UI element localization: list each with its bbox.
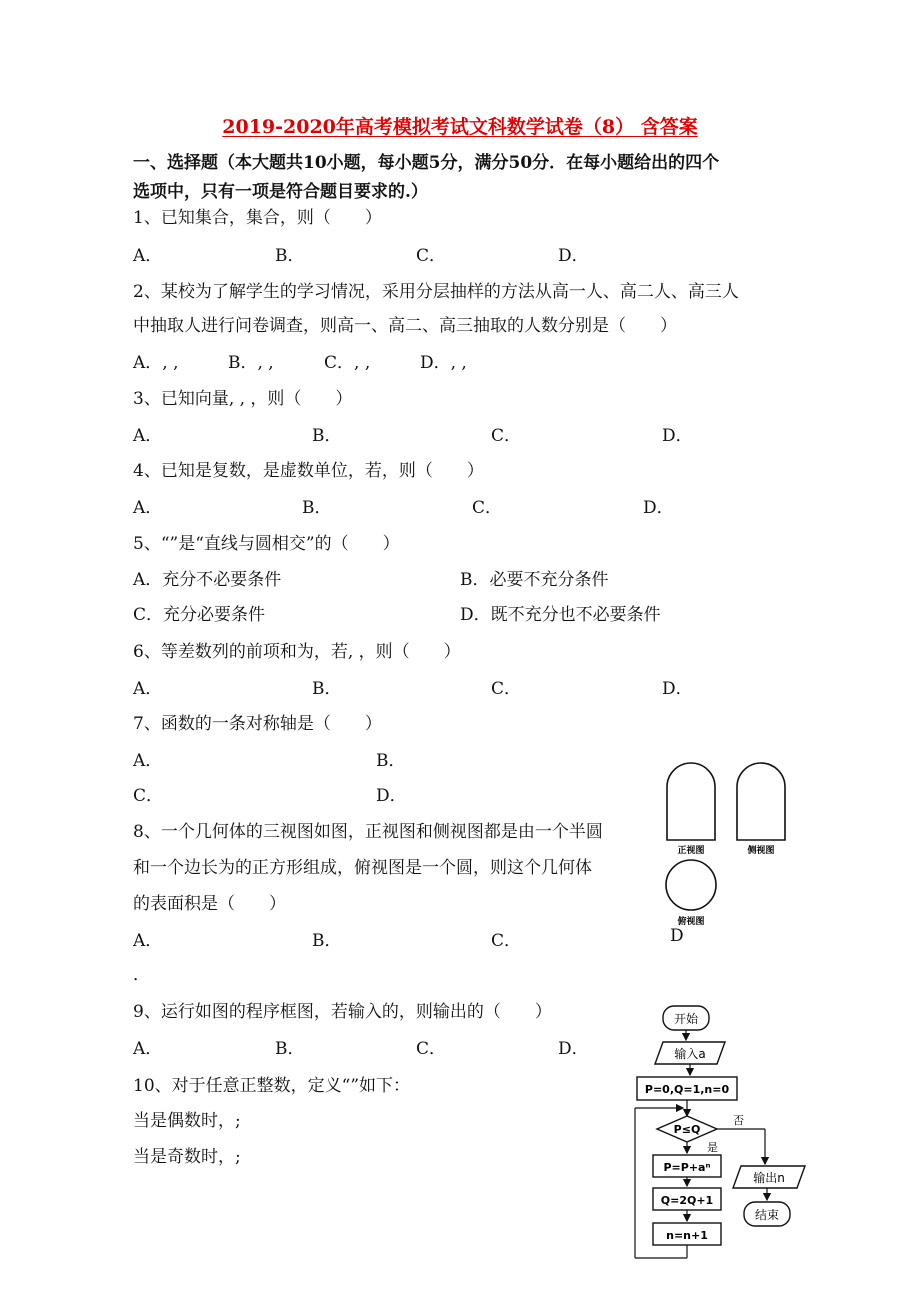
q4-option-c: C． — [472, 498, 503, 518]
flow-output-label: 输出n — [753, 1171, 785, 1185]
q4-option-a: A． — [133, 498, 163, 518]
flow-input-label: 输入a — [674, 1047, 706, 1061]
question-2-stem-line2: 中抽取人进行问卷调查，则高一、高二、高三抽取的人数分别是（ ） — [133, 316, 677, 336]
q8-option-a: A． — [133, 931, 163, 951]
section-heading-line1: 一、选择题（本大题共10小题，每小题5分，满分50分．在每小题给出的四个 — [133, 153, 720, 173]
q6-option-a: A． — [133, 679, 163, 699]
flowchart — [625, 1000, 815, 1265]
q2-option-a: A．, , — [133, 353, 179, 373]
flow-step2-label: Q=2Q+1 — [660, 1194, 714, 1207]
question-5-stem: 5、“”是“直线与圆相交”的（ ） — [133, 534, 400, 554]
q3-option-c: C． — [491, 426, 522, 446]
flow-start-label: 开始 — [673, 1012, 699, 1026]
q9-option-b: B． — [275, 1039, 305, 1059]
q5-option-a: A．充分不必要条件 — [133, 570, 282, 590]
q7-option-b: B． — [376, 751, 406, 771]
flow-yes-label: 是 — [707, 1141, 718, 1154]
q7-option-a: A． — [133, 751, 163, 771]
question-10-stem: 10、对于任意正整数，定义“”如下： — [133, 1076, 411, 1096]
front-view-label: 正视图 — [677, 846, 705, 856]
flow-no-label: 否 — [733, 1114, 744, 1127]
question-3-stem: 3、已知向量, , ，则（ ） — [133, 389, 353, 409]
flow-step1-label: P=P+aⁿ — [663, 1161, 711, 1174]
flow-end-label: 结束 — [754, 1208, 780, 1222]
q2-option-c: C．, , — [324, 353, 371, 373]
question-7-stem: 7、函数的一条对称轴是（ ） — [133, 714, 382, 734]
q6-option-d: D． — [662, 679, 693, 699]
question-1-stem: 1、已知集合，集合，则（ ） — [133, 208, 382, 228]
q5-option-c: C．充分必要条件 — [133, 605, 266, 625]
q6-option-b: B． — [312, 679, 342, 699]
question-8-stem-line3: 的表面积是（ ） — [133, 894, 286, 914]
q4-option-d: D． — [643, 498, 674, 518]
q1-option-c: C． — [416, 246, 447, 266]
flow-step3-label: n=n+1 — [666, 1229, 708, 1242]
three-view-figure — [655, 755, 815, 930]
q8-option-d: D — [670, 926, 684, 946]
q6-option-c: C． — [491, 679, 522, 699]
q3-option-d: D． — [662, 426, 693, 446]
q7-option-c: C． — [133, 786, 164, 806]
q9-option-c: C． — [416, 1039, 447, 1059]
page-title: 2019-2020年高考模拟考试文科数学试卷（8） 含答案 — [222, 116, 698, 138]
question-6-stem: 6、等差数列的前项和为，若, ，则（ ） — [133, 642, 461, 662]
flow-decision-label: P≤Q — [673, 1123, 701, 1136]
q8-option-c: C． — [491, 931, 522, 951]
q3-option-b: B． — [312, 426, 342, 446]
q1-option-a: A． — [133, 246, 163, 266]
q5-option-b: B．必要不充分条件 — [460, 570, 609, 590]
front-view — [667, 763, 715, 840]
top-view — [666, 860, 716, 910]
q4-option-b: B． — [302, 498, 332, 518]
q5-option-d: D．既不充分也不必要条件 — [460, 605, 661, 625]
q8-option-b: B． — [312, 931, 342, 951]
q2-option-d: D．, , — [420, 353, 467, 373]
q9-option-d: D． — [558, 1039, 589, 1059]
side-view — [737, 763, 785, 840]
top-view-label: 俯视图 — [677, 917, 705, 927]
flow-init-label: P=0,Q=1,n=0 — [644, 1083, 730, 1096]
q1-option-b: B． — [275, 246, 305, 266]
question-10-odd-case: 当是奇数时，; — [133, 1147, 241, 1167]
q3-option-a: A． — [133, 426, 163, 446]
q7-option-d: D． — [376, 786, 407, 806]
question-4-stem: 4、已知是复数，是虚数单位，若，则（ ） — [133, 461, 484, 481]
q2-option-b: B．, , — [228, 353, 274, 373]
question-9-stem: 9、运行如图的程序框图，若输入的，则输出的（ ） — [133, 1002, 552, 1022]
question-10-even-case: 当是偶数时，; — [133, 1111, 241, 1131]
q8-trailing-dot: ． — [133, 965, 150, 985]
q9-option-a: A． — [133, 1039, 163, 1059]
question-8-stem-line1: 8、一个几何体的三视图如图，正视图和侧视图都是由一个半圆 — [133, 822, 603, 842]
side-view-label: 侧视图 — [747, 846, 775, 856]
q1-option-d: D． — [558, 246, 589, 266]
section-heading-line2: 选项中，只有一项是符合题目要求的.） — [133, 182, 428, 202]
question-8-stem-line2: 和一个边长为的正方形组成，俯视图是一个圆，则这个几何体 — [133, 858, 592, 878]
question-2-stem-line1: 2、某校为了解学生的学习情况，采用分层抽样的方法从高一人、高二人、高三人 — [133, 282, 739, 302]
